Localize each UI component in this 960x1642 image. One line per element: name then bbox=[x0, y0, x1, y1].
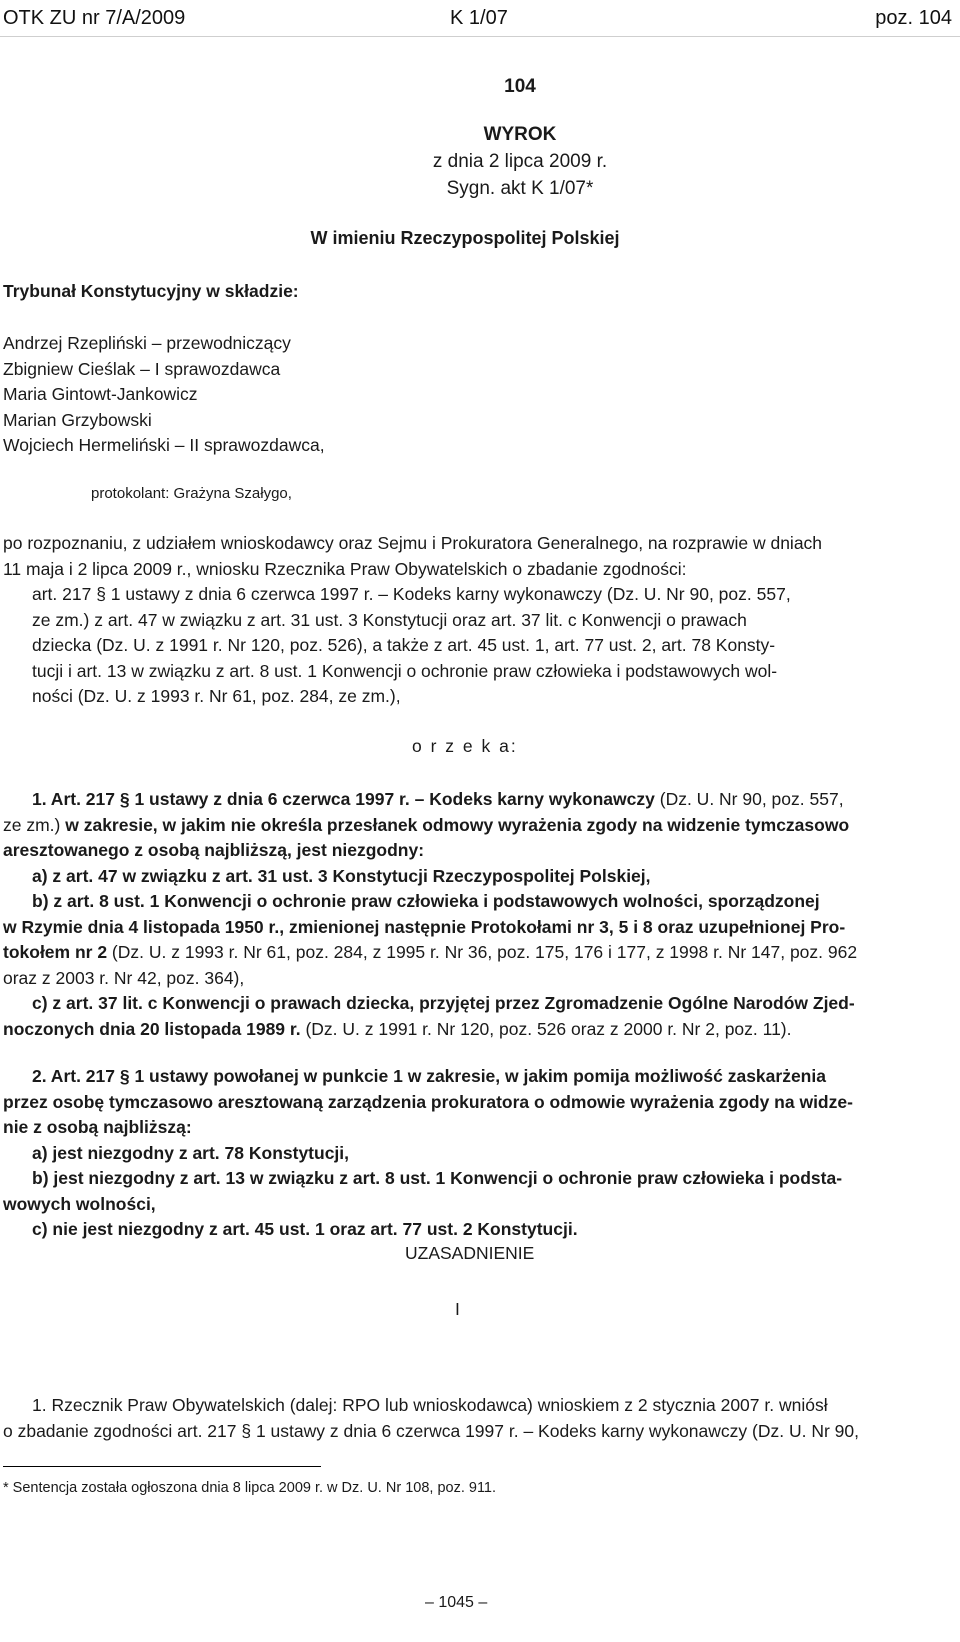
case-signature: Sygn. akt K 1/07* bbox=[446, 178, 594, 199]
clerk: protokolant: Grażyna Szałygo, bbox=[91, 485, 292, 502]
rpo-paragraph: 1. Rzecznik Praw Obywatelskich (dalej: RPO lub wnioskodawca) wnioskiem z 2 stycznia 2007 r. wniósł o zbadanie zgodności art. 217 § 1 ustawy z dnia 6 czerwca 1997 r. – Kodeks karny wykonawczy (Dz. U. Nr 90, bbox=[3, 1395, 859, 1441]
footnote-divider bbox=[3, 1466, 321, 1467]
judgment-date: z dnia 2 lipca 2009 r. bbox=[432, 151, 608, 172]
position-ref: poz. 104 bbox=[875, 7, 952, 29]
member: Maria Gintowt-Jankowicz bbox=[3, 384, 198, 404]
orzeka-heading: o r z e k a: bbox=[412, 736, 518, 756]
member: Andrzej Rzepliński – przewodniczący bbox=[3, 333, 291, 353]
invocation: W imieniu Rzeczypospolitej Polskiej bbox=[310, 228, 620, 248]
intro-paragraph: po rozpoznaniu, z udziałem wnioskodawcy oraz Sejmu i Prokuratora Generalnego, na rozprawie w dniach 11 maja i 2 lipca 2009 r., wniosku Rzecznika Praw Obywatelskich o zbadanie zgodności: art. 217 § 1 ustawy z dnia 6 czerwca 1997 r. – Kodeks karny wykonawczy (Dz. U. Nr 90, poz. 557, ze zm.) z art. 47 w związku z art. 31 ust. 3 Konstytucji oraz art. 37 lit. c Konwencji o prawach dziecka (Dz. U. z 1991 r. Nr 120, poz. 526), a także z art. 45 ust. 1, art. 77 ust. 2, art. 78 Konsty- tucji i art. 13 w związku z art. 8 ust. 1 Konwencji o ochronie praw człowieka i podstawowych wol- ności (Dz. U. z 1993 r. Nr 61, poz. 284, ze zm.), bbox=[3, 533, 823, 706]
members-list bbox=[3, 331, 956, 459]
composition-heading: Trybunał Konstytucyjny w składzie: bbox=[3, 281, 299, 301]
ruling-point-2: 2. Art. 217 § 1 ustawy powołanej w punkcie 1 w zakresie, w jakim pomija możliwość zaskarżenia przez osobę tymczasowo aresztowaną zarządzenia prokuratora o odmowie wyrażenia zgody na widze- nie z osobą najbliższą: a) jest niezgodny z art. 78 Konstytucji, b) jest niezgodny z art. 13 w związku z art. 8 ust. 1 Konwencji o ochronie praw człowieka i podsta- wowych wolności, c) nie jest niezgodny z art. 45 ust. 1 oraz art. 77 ust. 2 Konstytucji. bbox=[3, 1066, 853, 1239]
judgment-word: WYROK bbox=[483, 124, 557, 145]
member: Zbigniew Cieślak – I sprawozdawca bbox=[3, 358, 281, 379]
footnote: * Sentencja została ogłoszona dnia 8 lipca 2009 r. w Dz. U. Nr 108, poz. 911. bbox=[3, 1480, 497, 1496]
section-roman: I bbox=[455, 1299, 460, 1319]
page-number: – 1045 – bbox=[425, 1594, 488, 1611]
case-ref: K 1/07 bbox=[450, 7, 508, 29]
judgment-title bbox=[300, 121, 740, 202]
member: Wojciech Hermeliński – II sprawozdawca, bbox=[3, 435, 325, 455]
journal-issue: OTK ZU nr 7/A/2009 bbox=[3, 7, 186, 29]
ruling-point-1: 1. Art. 217 § 1 ustawy z dnia 6 czerwca 1997 r. – Kodeks karny wykonawczy (Dz. U. Nr 90, poz. 557, ze zm.) w zakresie, w jakim nie określa przesłanek odmowy wyrażenia zgody na widzenie tymczasowo aresztowanego z osobą najbliższą, jest niezgodny: a) z art. 47 w związku z art. 31 ust. 3 Konstytucji Rzeczypospolitej Polskiej, b) z art. 8 ust. 1 Konwencji o ochronie praw człowieka i podstawowych wolności, sporządzonej w Rzymie dnia 4 listopada 1950 r., zmienionej następnie Protokołami nr 3, 5 i 8 oraz uzupełnionej Pro- tokołem nr 2 (Dz. U. z 1993 r. Nr 61, poz. 284, z 1995 r. Nr 36, poz. 175, 176 i 177, z 1998 r. Nr 147, poz. 962 oraz z 2003 r. Nr 42, poz. 364), c) z art. 37 lit. c Konwencji o prawach dziecka, przyjętej przez Zgromadzenie Ogólne Narodów Zjed- noczonych dnia 20 listopada 1989 r. (Dz. U. z 1991 r. Nr 120, poz. 526 oraz z 2000 r. Nr 2, poz. 11). bbox=[3, 789, 858, 1039]
member: Marian Grzybowski bbox=[3, 409, 152, 430]
running-header bbox=[0, 0, 960, 37]
uzasadnienie-heading: UZASADNIENIE bbox=[405, 1243, 535, 1263]
